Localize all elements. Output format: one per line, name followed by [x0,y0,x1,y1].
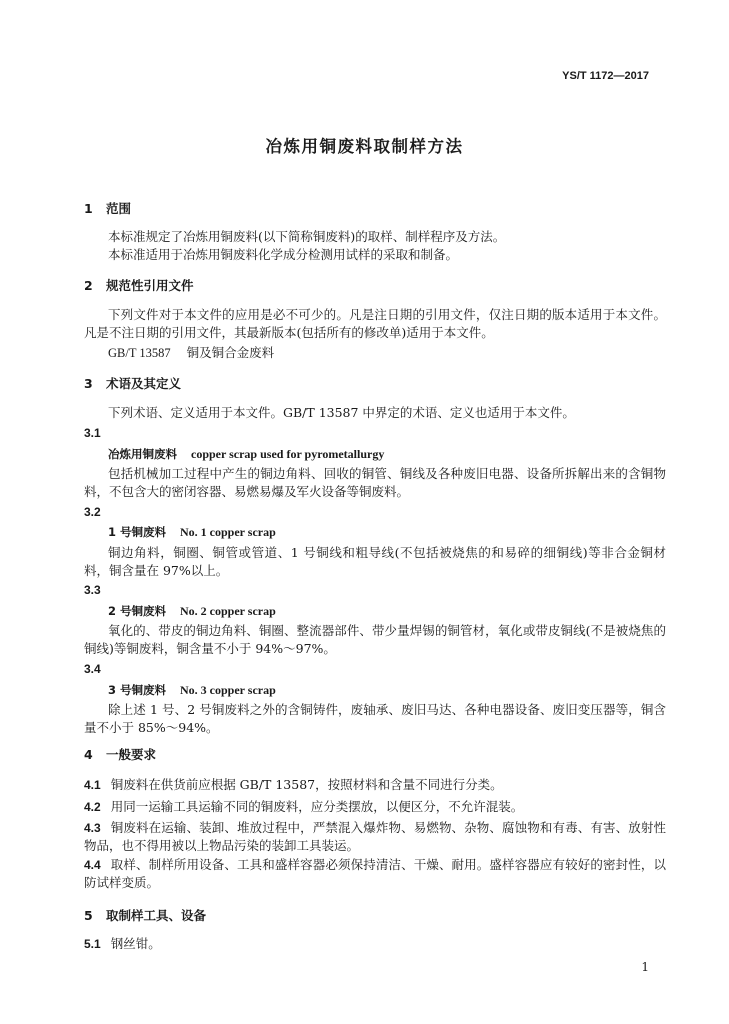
section-number: 1 [84,201,93,216]
clause-text: 铜废料在运输、装卸、堆放过程中，严禁混入爆炸物、易燃物、杂物、腐蚀物和有毒、有害、放射性物品，也不得用被以上物品污染的装卸工具装运。 [84,820,666,853]
section-title: 术语及其定义 [106,376,182,391]
term-definition: 除上述 1 号、2 号铜废料之外的含铜铸件，废轴承、废旧马达、各种电器设备、废旧变压器等，铜含量不小于 85%～94%。 [84,702,666,735]
term-en: No. 1 copper scrap [180,525,276,539]
section-title: 范围 [106,201,132,216]
term-zh: 1 号铜废料 [108,525,167,539]
standard-code: YS/T 1172—2017 [562,70,649,82]
paragraph: 下列文件对于本文件的应用是必不可少的。凡是注日期的引用文件，仅注日期的版本适用于本文件。凡是不注日期的引用文件，其最新版本(包括所有的修改单)适用于本文件。 [84,307,666,340]
section-number: 5 [84,908,93,923]
section-title: 取制样工具、设备 [106,908,207,923]
term-number: 3.4 [84,662,101,676]
term-definition: 铜边角料，铜圈、铜管或管道、1 号铜线和粗导线(不包括被烧焦的和易碎的细铜线)等非合金铜材料，铜含量在 97%以上。 [84,545,666,578]
term-entry [108,524,276,540]
section-title: 一般要求 [106,747,157,762]
clause [84,819,666,855]
reference-title: 铜及铜合金废料 [186,345,275,360]
clause-text: 铜废料在供货前应根据 GB/T 13587，按照材料和含量不同进行分类。 [110,777,503,792]
reference-code: GB/T 13587 [108,346,171,360]
clause [84,776,666,794]
term-zh: 2 号铜废料 [108,604,167,618]
clause-number: 5.1 [84,937,101,951]
clause-text: 钢丝钳。 [110,936,161,951]
term-entry [108,682,276,698]
term-definition: 氧化的、带皮的铜边角料、铜圈、整流器部件、带少量焊锡的铜管材，氧化或带皮铜线(不是被烧焦的铜线)等铜废料，铜含量不小于 94%～97%。 [84,623,666,656]
clause [84,935,666,953]
normative-reference [108,343,274,361]
section-heading-4 [84,745,156,763]
paragraph: 本标准适用于冶炼用铜废料化学成分检测用试样的采取和制备。 [108,247,459,262]
term-number: 3.2 [84,505,101,519]
clause-text: 用同一运输工具运输不同的铜废料，应分类摆放，以便区分，不允许混装。 [110,799,524,814]
section-number: 4 [84,747,93,762]
paragraph: 本标准规定了冶炼用铜废料(以下简称铜废料)的取样、制样程序及方法。 [108,229,506,244]
section-number: 2 [84,278,93,293]
clause-number: 4.3 [84,821,101,835]
section-heading-2 [84,276,194,294]
section-heading-5 [84,906,206,924]
term-entry [108,603,276,619]
clause [84,798,666,816]
section-heading-3 [84,374,181,392]
term-number: 3.1 [84,426,101,440]
section-heading-1 [84,199,131,217]
term-number: 3.3 [84,583,101,597]
page-title: 冶炼用铜废料取制样方法 [265,137,464,156]
paragraph: 下列术语、定义适用于本文件。GB/T 13587 中界定的术语、定义也适用于本文件。 [108,405,575,420]
term-en: No. 3 copper scrap [180,683,276,697]
section-number: 3 [84,376,93,391]
clause-number: 4.4 [84,858,101,872]
page-number: 1 [641,960,649,974]
term-entry [108,446,384,462]
term-en: No. 2 copper scrap [180,604,276,618]
clause-number: 4.2 [84,800,101,814]
term-definition: 包括机械加工过程中产生的铜边角料、回收的铜管、铜线及各种废旧电器、设备所拆解出来的含铜物料，不包含大的密闭容器、易燃易爆及军火设备等铜废料。 [84,466,666,499]
clause [84,856,666,892]
clause-text: 取样、制样所用设备、工具和盛样容器必须保持清洁、干燥、耐用。盛样容器应有较好的密封性，以防试样变质。 [84,857,666,890]
section-title: 规范性引用文件 [106,278,194,293]
clause-number: 4.1 [84,778,101,792]
term-zh: 3 号铜废料 [108,683,167,697]
term-zh: 冶炼用铜废料 [108,447,177,461]
term-en: copper scrap used for pyrometallurgy [191,447,385,461]
